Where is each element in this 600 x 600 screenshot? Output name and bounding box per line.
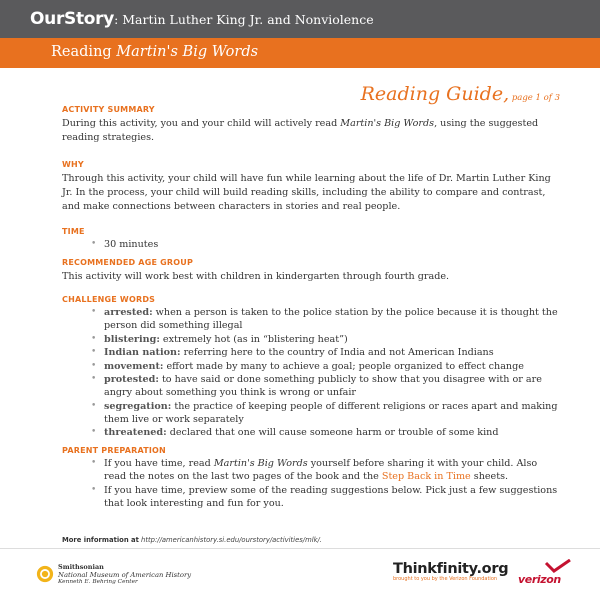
challenge-word-term: movement: [104,360,164,372]
parent-prep-book-title: Martin's Big Words [213,458,308,469]
ourstory-brand: OurStory [30,9,115,29]
verizon-check-icon [544,559,572,573]
challenge-word-item [91,333,562,346]
challenge-word-definition: when a person is taken to the police station by the police because it is thought the person did something illegal [104,307,558,331]
guide-content [62,105,562,510]
parent-prep-text: yourself before sharing it with your child. Also read the notes on the last two pages of the book and the [104,458,538,482]
thinkfinity-tagline: brought to you by the Verizon Foundation [393,576,498,582]
why-text: Through this activity, your child will have fun while learning about the life of Dr. Martin Luther King Jr. In the process, your child will build reading skills, including the ability to compare and contrast, and make connections between characters in stories and real people. [62,173,551,212]
thinkfinity-name: Thinkfinity.org [393,561,509,577]
activity-book-title: Martin's Big Words [116,44,259,60]
activity-title-prefix: Reading [51,44,117,60]
reading-guide-heading [361,83,560,105]
parent-prep-item: • If you have time, preview some of the reading suggestions below. Pick just a few suggestions that look interesting and fun for you. [91,484,562,510]
challenge-word-item [91,400,562,426]
footer [0,548,600,600]
guide-title: Reading Guide, [360,83,510,105]
more-info-url[interactable]: http://americanhistory.si.edu/ourstory/activities/mlk/. [138,536,322,544]
time-heading: TIME [62,227,85,236]
challenge-words-heading: CHALLENGE WORDS [62,295,156,304]
age-group-heading: RECOMMENDED AGE GROUP [62,258,194,267]
activity-banner [0,38,600,68]
top-header-bar [0,0,600,38]
more-information [62,536,322,544]
parent-preparation-heading: PARENT PREPARATION [62,446,166,455]
age-group-text: This activity will work best with children in kindergarten through fourth grade. [62,271,450,282]
time-list [91,238,562,251]
smithsonian-name: Smithsonian [58,563,104,571]
verizon-logo [518,559,578,591]
step-back-in-time-link[interactable]: Step Back in Time [381,471,471,482]
parent-preparation-list [91,457,562,510]
more-info-label: More information at [62,536,139,544]
challenge-word-definition: the practice of keeping people of different religions or races apart and making them live or work separately [104,400,558,425]
challenge-word-term: segregation: [104,400,172,412]
series-subtitle: : Martin Luther King Jr. and Nonviolence [114,12,374,27]
smithsonian-sun-icon [36,565,54,583]
museum-name: National Museum of American History [58,571,192,579]
activity-summary-text [62,117,562,145]
challenge-word-definition: to have said or done something publicly to show that you disagree with or are angry about something you think is wrong or unfair [104,374,542,398]
activity-summary-heading: ACTIVITY SUMMARY [62,105,155,114]
challenge-word-item [91,306,562,332]
challenge-word-item [91,360,562,373]
time-value: • 30 minutes [91,238,562,251]
parent-prep-text: If you have time, read [104,458,214,469]
challenge-word-definition: extremely hot (as in “blistering heat”) [159,333,348,345]
why-heading: WHY [62,160,84,169]
challenge-word-term: Indian nation: [104,347,181,358]
challenge-word-term: arrested: [104,307,153,318]
summary-text-part: During this activity, you and your child will actively read [62,118,341,129]
challenge-word-term: threatened: [104,427,167,438]
challenge-word-term: blistering: [104,333,160,345]
thinkfinity-logo [393,561,508,582]
behring-center: Kenneth E. Behring Center [58,579,138,585]
parent-prep-item [91,457,562,483]
activity-title [51,44,258,60]
challenge-word-definition: referring here to the country of India and not American Indians [180,347,494,358]
summary-text-part: , using the suggested reading strategies. [62,118,539,143]
challenge-word-definition: declared that one will cause someone harm or trouble of some kind [166,427,499,438]
challenge-word-item [91,346,562,359]
series-title [30,9,374,29]
smithsonian-text [58,563,191,585]
guide-page-number: page 1 of 3 [509,93,560,103]
challenge-word-definition: effort made by many to achieve a goal; people organized to effect change [163,360,524,372]
challenge-word-item [91,426,562,439]
challenge-word-item [91,373,562,399]
parent-prep-text: sheets. [470,471,509,482]
summary-book-title: Martin's Big Words [340,118,435,129]
challenge-word-term: protested: [104,374,159,385]
verizon-wordmark: verizon [518,573,561,586]
challenge-words-list [91,306,562,439]
